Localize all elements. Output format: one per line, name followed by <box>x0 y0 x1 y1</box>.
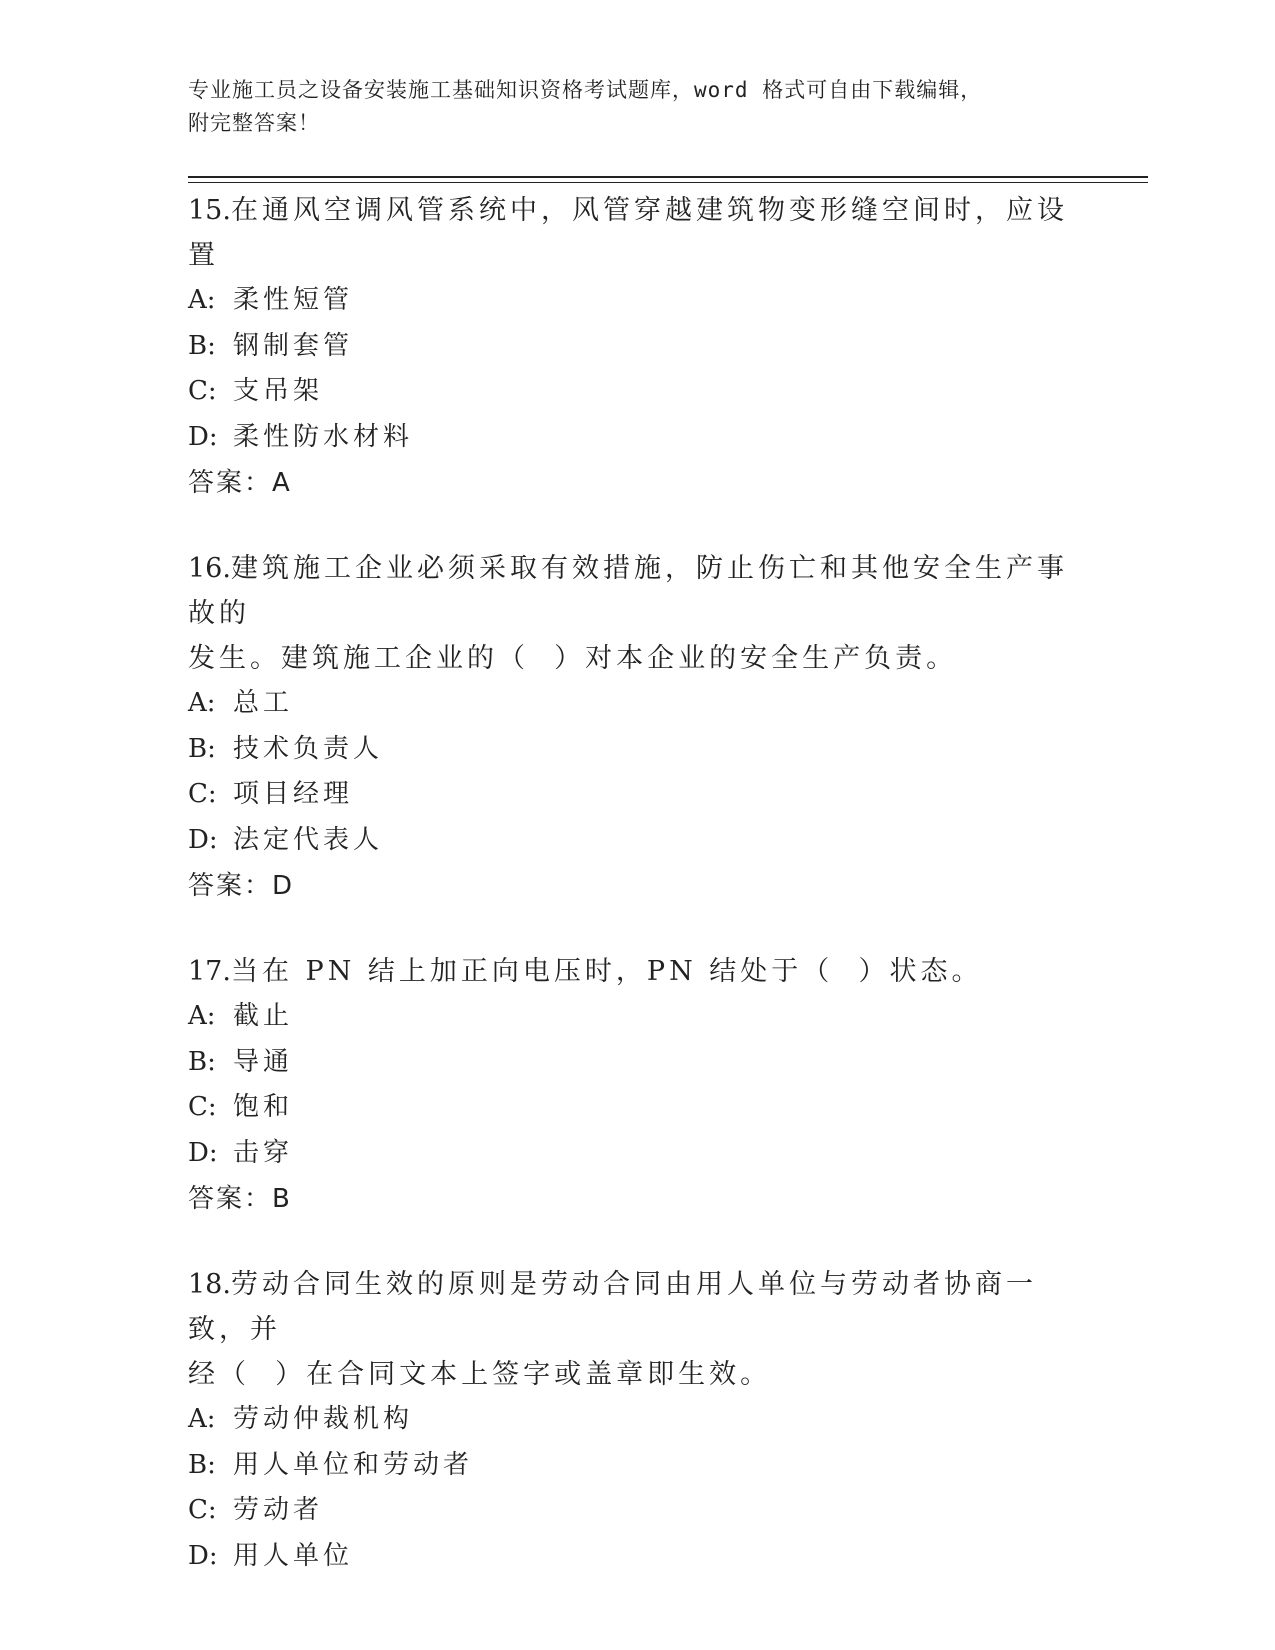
option-row <box>188 278 1088 324</box>
option-row <box>188 994 1088 1040</box>
question-number: 17. <box>188 956 231 987</box>
header-line-1: 专业施工员之设备安装施工基础知识资格考试题库，word 格式可自由下载编辑， <box>188 78 983 102</box>
option-row <box>188 772 1088 818</box>
answer-line: 答案：B <box>188 1184 292 1214</box>
header-line-2: 附完整答案！ <box>188 111 320 135</box>
question-stem-text: 当在 PN 结上加正向电压时，PN 结处于（ ）状态。 <box>230 956 983 987</box>
option-key: D: <box>188 1540 218 1571</box>
option-row <box>188 681 1088 727</box>
option-text: 支吊架 <box>233 376 324 406</box>
question-stem-line <box>188 636 1088 681</box>
option-text: 饱和 <box>233 1092 294 1122</box>
question-stem-line <box>188 188 1088 278</box>
answer-line: 答案：A <box>188 468 292 498</box>
option-key: C: <box>188 376 217 406</box>
option-text: 钢制套管 <box>233 330 354 361</box>
option-text: 柔性防水材料 <box>233 421 414 452</box>
option-text: 劳动仲裁机构 <box>233 1404 414 1434</box>
option-text: 击穿 <box>233 1137 294 1168</box>
option-key: B: <box>188 330 216 361</box>
question-list <box>188 188 1088 1619</box>
question-stem-line <box>188 546 1088 636</box>
question-stem-text: 劳动合同生效的原则是劳动合同由用人单位与劳动者协商一致，并 <box>188 1269 1037 1345</box>
option-key: B: <box>188 1046 216 1077</box>
question-stem-text: 发生。建筑施工企业的（ ）对本企业的安全生产负责。 <box>188 643 958 674</box>
option-text: 截止 <box>233 1001 294 1031</box>
option-row <box>188 324 1088 370</box>
option-row <box>188 369 1088 415</box>
option-row <box>188 1040 1088 1086</box>
option-row <box>188 727 1088 773</box>
question-number: 18. <box>188 1269 231 1300</box>
option-text: 用人单位 <box>233 1540 354 1571</box>
question-block <box>188 188 1088 506</box>
option-key: D: <box>188 1137 218 1168</box>
question-number: 16. <box>188 553 231 584</box>
question-stem-text: 经（ ）在合同文本上签字或盖章即生效。 <box>188 1359 772 1390</box>
question-stem-text: 在通风空调风管系统中，风管穿越建筑物变形缝空间时，应设置 <box>188 195 1068 271</box>
option-row <box>188 1443 1088 1489</box>
question-stem-line <box>188 1262 1088 1352</box>
answer-line: 答案：D <box>188 871 295 901</box>
option-text: 柔性短管 <box>233 285 354 315</box>
option-key: C: <box>188 779 217 809</box>
question-stem-line <box>188 949 1088 994</box>
option-key: B: <box>188 1449 216 1480</box>
header-divider-thin <box>188 182 1148 183</box>
option-text: 技术负责人 <box>233 733 384 764</box>
option-row <box>188 1085 1088 1131</box>
option-key: A: <box>188 1001 216 1031</box>
option-key: A: <box>188 1404 216 1434</box>
option-row <box>188 415 1088 461</box>
option-key: C: <box>188 1092 217 1122</box>
option-row <box>188 818 1088 864</box>
header-divider-thick <box>188 176 1148 178</box>
option-key: A: <box>188 688 216 718</box>
option-text: 劳动者 <box>233 1495 324 1525</box>
option-text: 法定代表人 <box>233 824 384 855</box>
question-block <box>188 949 1088 1222</box>
option-row <box>188 1131 1088 1177</box>
option-key: B: <box>188 733 216 764</box>
option-key: A: <box>188 285 216 315</box>
option-key: D: <box>188 824 218 855</box>
question-block <box>188 546 1088 909</box>
question-number: 15. <box>188 195 231 226</box>
option-text: 用人单位和劳动者 <box>233 1449 474 1480</box>
question-stem-text: 建筑施工企业必须采取有效措施，防止伤亡和其他安全生产事故的 <box>188 553 1068 629</box>
question-block <box>188 1262 1088 1579</box>
option-row <box>188 1534 1088 1580</box>
option-key: D: <box>188 421 218 452</box>
option-key: C: <box>188 1495 217 1525</box>
question-stem-line <box>188 1352 1088 1397</box>
option-text: 导通 <box>233 1046 294 1077</box>
option-text: 项目经理 <box>233 779 354 809</box>
option-row <box>188 1488 1088 1534</box>
option-text: 总工 <box>233 688 294 718</box>
header-note <box>188 74 1068 140</box>
option-row <box>188 1397 1088 1443</box>
